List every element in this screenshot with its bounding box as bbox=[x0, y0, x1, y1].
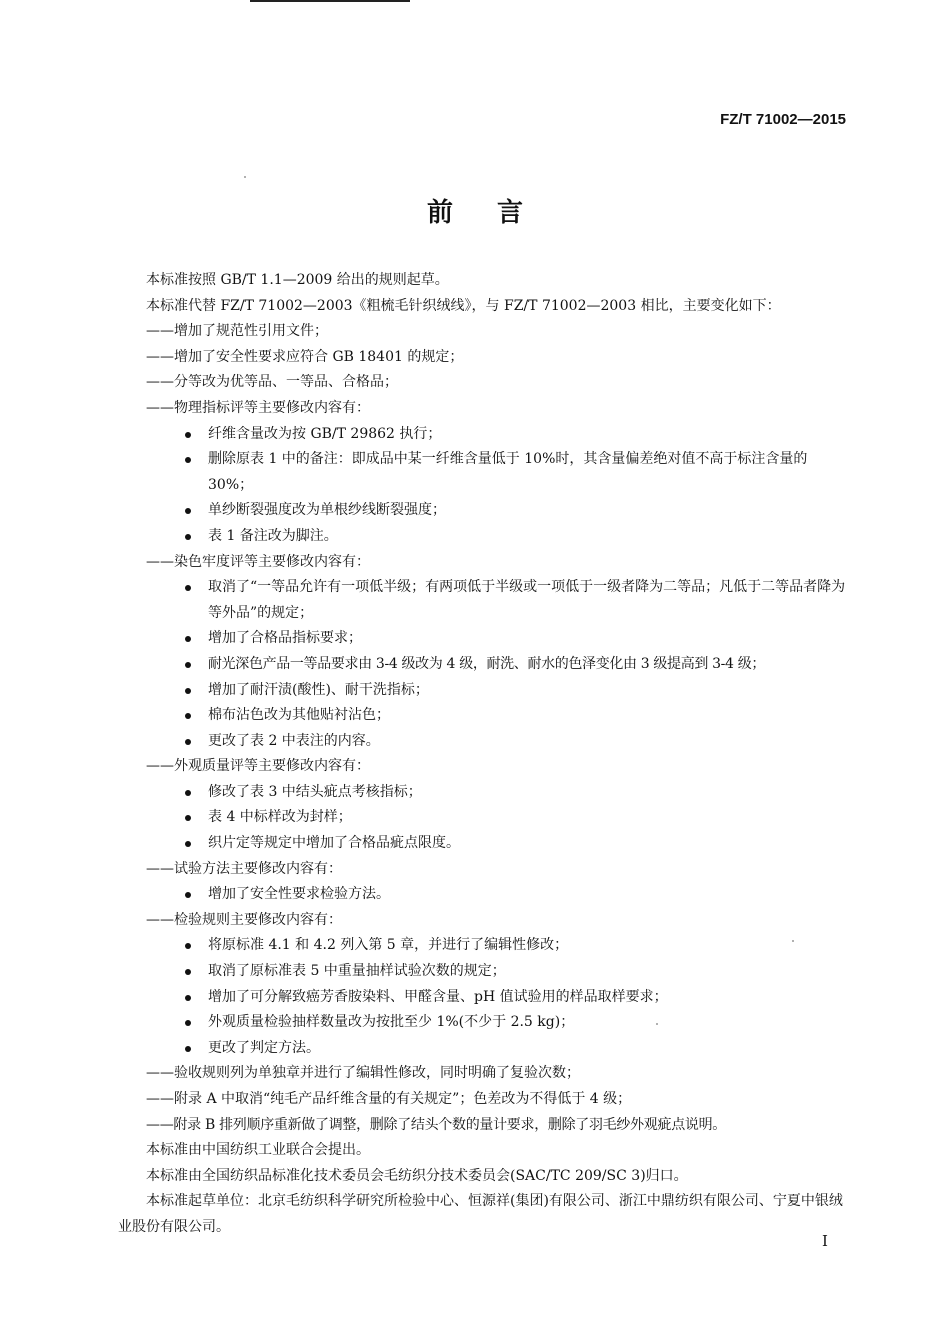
bullet-item: 耐光深色产品一等品要求由 3-4 级改为 4 级，耐洗、耐水的色泽变化由 3 级提高到 3-4 级； bbox=[146, 652, 856, 678]
bullet-item: 更改了判定方法。 bbox=[146, 1036, 856, 1062]
bullet-item: 增加了可分解致癌芳香胺染料、甲醛含量、pH 值试验用的样品取样要求； bbox=[146, 985, 856, 1011]
bullet-item: 外观质量检验抽样数量改为按批至少 1%(不少于 2.5 kg)； bbox=[146, 1010, 856, 1036]
change-item: —— 试验方法主要修改内容有： bbox=[146, 857, 856, 883]
change-item: —— 物理指标评等主要修改内容有： bbox=[146, 396, 856, 422]
change-item: —— 附录 A 中取消“纯毛产品纤维含量的有关规定”；色差改为不得低于 4 级； bbox=[146, 1087, 856, 1113]
change-item: —— 外观质量评等主要修改内容有： bbox=[146, 754, 856, 780]
foreword-body bbox=[118, 268, 856, 1241]
standard-code: FZ/T 71002—2015 bbox=[720, 111, 846, 128]
bullet-item: 表 4 中标样改为封样； bbox=[146, 805, 856, 831]
bullet-item: 取消了原标准表 5 中重量抽样试验次数的规定； bbox=[146, 959, 856, 985]
paragraph: 本标准代替 FZ/T 71002—2003《粗梳毛针织绒线》，与 FZ/T 71002—2003 相比，主要变化如下： bbox=[146, 297, 781, 314]
bullet-item: 织片定等规定中增加了合格品疵点限度。 bbox=[146, 831, 856, 857]
top-rule bbox=[250, 0, 410, 2]
bullet-item: 表 1 备注改为脚注。 bbox=[146, 524, 856, 550]
bullet-item: 修改了表 3 中结头疵点考核指标； bbox=[146, 780, 856, 806]
bullet-item: 删除原表 1 中的备注：即成品中某一纤维含量低于 10%时，其含量偏差绝对值不高于标注含量的 30%； bbox=[146, 447, 856, 498]
bullet-item: 单纱断裂强度改为单根纱线断裂强度； bbox=[146, 498, 856, 524]
paragraph: 本标准起草单位：北京毛纺织科学研究所检验中心、恒源祥(集团)有限公司、浙江中鼎纺织有限公司、宁夏中银绒业股份有限公司。 bbox=[118, 1193, 843, 1235]
bullet-item: 棉布沾色改为其他贴衬沾色； bbox=[146, 703, 856, 729]
scan-speck bbox=[656, 1023, 658, 1025]
bullet-item: 增加了耐汗渍(酸性)、耐干洗指标； bbox=[146, 678, 856, 704]
change-item: —— 分等改为优等品、一等品、合格品； bbox=[146, 370, 856, 396]
bullet-item: 取消了“一等品允许有一项低半级；有两项低于半级或一项低于一级者降为二等品；凡低于二等品者降为等外品”的规定； bbox=[146, 575, 856, 626]
change-item: —— 增加了安全性要求应符合 GB 18401 的规定； bbox=[146, 345, 856, 371]
paragraph: 本标准由中国纺织工业联合会提出。 bbox=[146, 1142, 370, 1159]
scan-speck bbox=[244, 176, 246, 178]
change-item: —— 检验规则主要修改内容有： bbox=[146, 908, 856, 934]
change-item: —— 增加了规范性引用文件； bbox=[146, 319, 856, 345]
bullet-item: 增加了安全性要求检验方法。 bbox=[146, 882, 856, 908]
paragraph: 本标准按照 GB/T 1.1—2009 给出的规则起草。 bbox=[146, 272, 449, 288]
bullet-item: 增加了合格品指标要求； bbox=[146, 626, 856, 652]
change-item: —— 验收规则列为单独章并进行了编辑性修改，同时明确了复验次数； bbox=[146, 1061, 856, 1087]
bullet-item: 将原标准 4.1 和 4.2 列入第 5 章，并进行了编辑性修改； bbox=[146, 933, 856, 959]
paragraph: 本标准由全国纺织品标准化技术委员会毛纺织分技术委员会(SAC/TC 209/SC 3)归口。 bbox=[146, 1167, 688, 1184]
change-item: —— 染色牢度评等主要修改内容有： bbox=[146, 550, 856, 576]
page-number: I bbox=[822, 1232, 828, 1250]
bullet-item: 纤维含量改为按 GB/T 29862 执行； bbox=[146, 422, 856, 448]
bullet-item: 更改了表 2 中表注的内容。 bbox=[146, 729, 856, 755]
page-title: 前言 bbox=[426, 198, 567, 228]
scan-speck bbox=[792, 940, 794, 942]
change-item: —— 附录 B 排列顺序重新做了调整，删除了结头个数的量计要求，删除了羽毛纱外观疵点说明。 bbox=[146, 1113, 856, 1139]
